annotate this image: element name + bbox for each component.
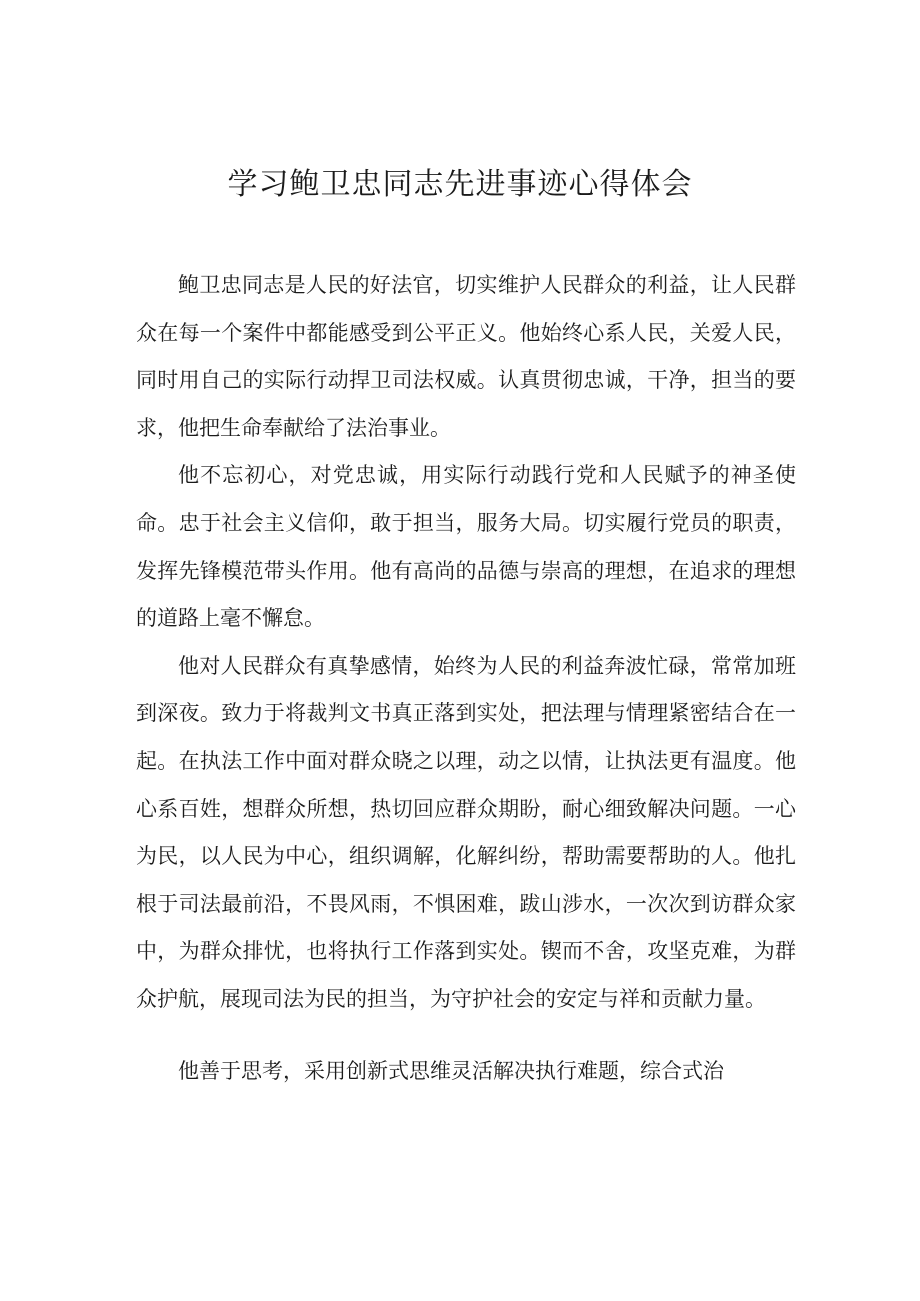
- paragraph-2: 他不忘初心，对党忠诚，用实际行动践行党和人民赋予的神圣使命。忠于社会主义信仰，敢于担当，服务大局。切实履行党员的职责，发挥先锋模范带头作用。他有高尚的品德与崇高的理想，在追求的理想的道路上毫不懈怠。: [136, 463, 796, 631]
- paragraph-1: 鲍卫忠同志是人民的好法官，切实维护人民群众的利益，让人民群众在每一个案件中都能感受到公平正义。他始终心系人民，关爱人民，同时用自己的实际行动捍卫司法权威。认真贯彻忠诚，干净，担当的要求，他把生命奉献给了法治事业。: [136, 273, 796, 440]
- document-title: 学习鲍卫忠同志先进事迹心得体会: [227, 167, 693, 202]
- paragraph-3: 他对人民群众有真挚感情，始终为人民的利益奔波忙碌，常常加班到深夜。致力于将裁判文书真正落到实处，把法理与情理紧密结合在一起。在执法工作中面对群众晓之以理，动之以情，让执法更有温度。他心系百姓，想群众所想，热切回应群众期盼，耐心细致解决问题。一心为民，以人民为中心，组织调解，化解纠纷，帮助需要帮助的人。他扎根于司法最前沿，不畏风雨，不惧困难，跋山涉水，一次次到访群众家中，为群众排忧，也将执行工作落到实处。锲而不舍，攻坚克难，为群众护航，展现司法为民的担当，为守护社会的安定与祥和贡献力量。: [136, 653, 796, 1011]
- document-body: [136, 262, 796, 1095]
- paragraph-4: 他善于思考，采用创新式思维灵活解决执行难题，综合式治: [178, 1058, 724, 1083]
